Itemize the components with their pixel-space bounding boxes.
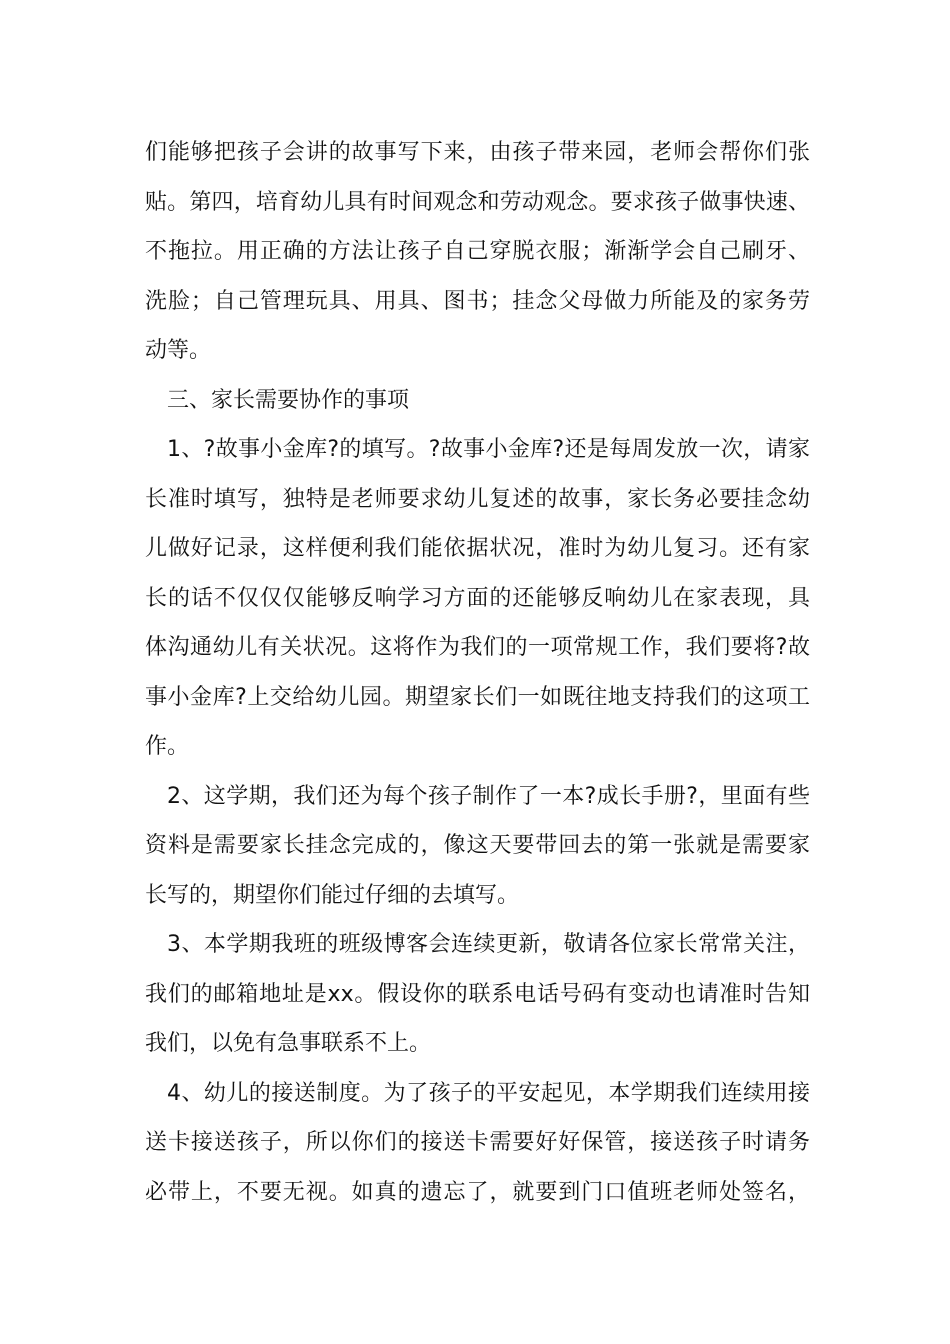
text-line: 我们，以免有急事联系不上。 [145, 1031, 432, 1056]
section-heading: 三、家长需要协作的事项 [167, 387, 410, 413]
text-line: 贴。第四，培育幼儿具有时间观念和劳动观念。要求孩子做事快速、 [145, 189, 810, 215]
text-line: 洗脸；自己管理玩具、用具、图书；挂念父母做力所能及的家务劳 [145, 288, 810, 314]
text-line: 3、本学期我班的班级博客会连续更新，敬请各位家长常常关注， [167, 932, 810, 957]
text-line: 4、幼儿的接送制度。为了孩子的平安起见，本学期我们连续用接 [167, 1080, 810, 1106]
text-line: 我们的邮箱地址是xx。假设你的联系电话号码有变动也请准时告知 [145, 981, 810, 1007]
body-text [145, 128, 810, 1217]
text-line: 长准时填写，独特是老师要求幼儿复述的故事，家长务必要挂念幼 [145, 486, 810, 512]
text-line: 2、这学期，我们还为每个孩子制作了一本?成长手册?，里面有些 [167, 783, 810, 809]
text-line: 体沟通幼儿有关状况。这将作为我们的一项常规工作，我们要将?故 [145, 635, 810, 660]
text-line: 长写的，期望你们能过仔细的去填写。 [145, 882, 520, 908]
text-line: 不拖拉。用正确的方法让孩子自己穿脱衣服；渐渐学会自己刷牙、 [145, 239, 810, 264]
text-line: 儿做好记录，这样便利我们能依据状况，准时为幼儿复习。还有家 [145, 536, 810, 561]
text-line: 资料是需要家长挂念完成的，像这天要带回去的第一张就是需要家 [145, 833, 810, 858]
text-line: 送卡接送孩子，所以你们的接送卡需要好好保管，接送孩子时请务 [145, 1130, 810, 1155]
text-line: 们能够把孩子会讲的故事写下来，由孩子带来园，老师会帮你们张 [145, 140, 810, 165]
text-line: 作。 [145, 734, 190, 759]
text-line: 动等。 [145, 338, 212, 363]
text-line: 1、?故事小金库?的填写。?故事小金库?还是每周发放一次，请家 [167, 437, 810, 462]
text-line: 必带上，不要无视。如真的遗忘了，就要到门口值班老师处签名， [145, 1179, 810, 1205]
text-line: 长的话不仅仅仅能够反响学习方面的还能够反响幼儿在家表现，具 [145, 585, 810, 611]
text-line: 事小金库?上交给幼儿园。期望家长们一如既往地支持我们的这项工 [145, 684, 810, 710]
